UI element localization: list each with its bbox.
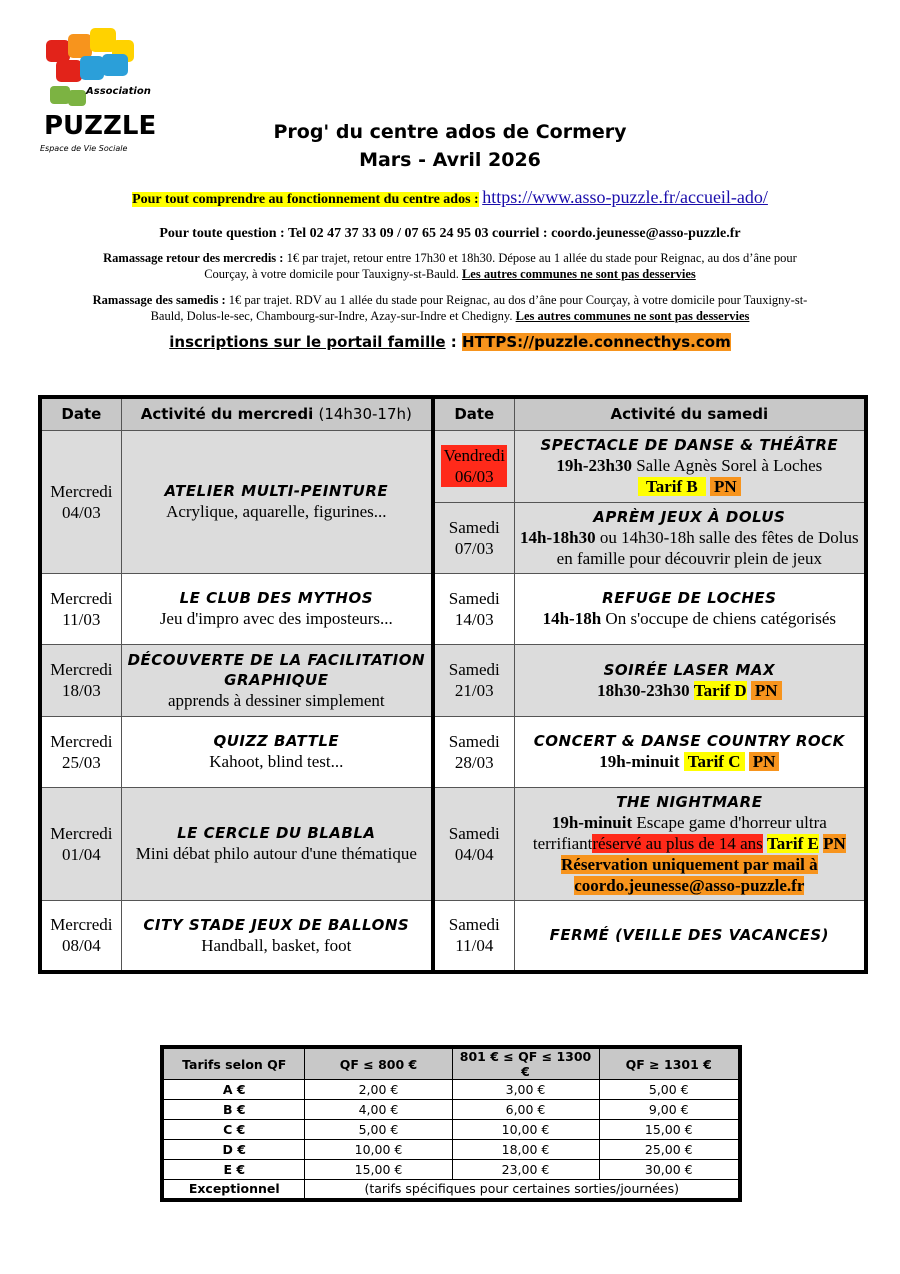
page-subtitle: Mars - Avril 2026 <box>359 149 541 171</box>
tarifs-row <box>162 1180 740 1200</box>
tarif-value: 4,00 € <box>305 1100 452 1120</box>
reservation-note: Réservation uniquement par mail à coordo.jeunesse@asso-puzzle.fr <box>561 854 818 895</box>
activity-desc: ou 14h30-18h salle des fêtes de Dolus en famille pour découvrir plein de jeux <box>556 527 859 568</box>
wed-date: Mercredi 01/04 <box>40 787 121 900</box>
header-mercredi: Activité du mercredi (14h30-17h) <box>121 397 433 430</box>
wed-activity <box>121 644 433 716</box>
pn-badge: PN <box>751 681 782 700</box>
sat-activity <box>514 716 866 787</box>
activity-desc: Handball, basket, foot <box>201 935 352 955</box>
tarif-value: 10,00 € <box>452 1120 599 1140</box>
sat-date: Samedi 28/03 <box>433 716 514 787</box>
activity-desc: Jeu d'impro avec des imposteurs... <box>159 609 393 628</box>
tarif-label: Exceptionnel <box>162 1180 305 1200</box>
wed-date: Mercredi 08/04 <box>40 900 121 972</box>
tarifs-header: QF ≥ 1301 € <box>599 1047 740 1080</box>
wed-date: Mercredi 25/03 <box>40 716 121 787</box>
sat-activity <box>514 644 866 716</box>
mercredi-note: Les autres communes ne sont pas desservies <box>461 267 696 281</box>
activity-time: 19h-23h30 <box>556 456 632 475</box>
activity-title: LE CLUB DES MYTHOS <box>179 589 374 607</box>
samedi-note: Les autres communes ne sont pas desservies <box>515 309 750 323</box>
sat-date <box>433 430 514 502</box>
tarif-value: 6,00 € <box>452 1100 599 1120</box>
tarifs-header: Tarifs selon QF <box>162 1047 305 1080</box>
tarif-exceptionnel-text: (tarifs spécifiques pour certaines sorties/journées) <box>305 1180 740 1200</box>
sat-date: Samedi 07/03 <box>433 502 514 573</box>
sat-date: Samedi 04/04 <box>433 787 514 900</box>
activity-title: CONCERT & DANSE COUNTRY ROCK <box>533 732 845 750</box>
tarif-value: 15,00 € <box>599 1120 740 1140</box>
logo-association-text: Association <box>86 86 151 97</box>
tarif-badge: Tarif C <box>684 752 745 771</box>
age-warning: réservé au plus de 14 ans <box>592 833 763 853</box>
activity-desc: Salle Agnès Sorel à Loches <box>636 456 823 475</box>
tarif-badge: Tarif B <box>638 477 706 496</box>
tarifs-header: QF ≤ 800 € <box>305 1047 452 1080</box>
tarif-label: D € <box>162 1140 305 1160</box>
tarifs-row <box>162 1140 740 1160</box>
tarif-value: 10,00 € <box>305 1140 452 1160</box>
wed-activity <box>121 430 433 573</box>
table-row <box>40 430 866 502</box>
wed-date: Mercredi 18/03 <box>40 644 121 716</box>
info-inscriptions <box>0 333 900 351</box>
tarif-badge: Tarif E <box>767 833 819 853</box>
wed-activity <box>121 716 433 787</box>
tarif-value: 25,00 € <box>599 1140 740 1160</box>
activity-desc: Mini débat philo autour d'une thématique <box>135 844 417 863</box>
tarif-value: 30,00 € <box>599 1160 740 1180</box>
info-ramassage-mercredi <box>0 250 900 282</box>
activity-title: REFUGE DE LOCHES <box>602 589 777 607</box>
sat-date: Samedi 21/03 <box>433 644 514 716</box>
tarifs-row <box>162 1100 740 1120</box>
page-title: Prog' du centre ados de Cormery <box>273 121 627 143</box>
header-samedi: Activité du samedi <box>514 397 866 430</box>
activity-title: THE NIGHTMARE <box>616 792 763 811</box>
activity-title: SOIRÉE LASER MAX <box>603 660 776 679</box>
wed-activity <box>121 573 433 644</box>
activity-title: SPECTACLE DE DANSE & THÉÂTRE <box>540 436 839 454</box>
inscriptions-separator: : <box>450 333 457 351</box>
sat-activity <box>514 502 866 573</box>
activity-time: 14h-18h <box>542 609 602 628</box>
header-date-wed: Date <box>40 397 121 430</box>
tarif-label: A € <box>162 1080 305 1100</box>
sat-activity <box>514 573 866 644</box>
tarif-badge: Tarif D <box>693 680 747 700</box>
activity-desc: Escape game d'horreur ultra terrifiant <box>532 812 827 853</box>
tarif-label: E € <box>162 1160 305 1180</box>
wed-date: Mercredi 04/03 <box>40 430 121 573</box>
table-row <box>40 900 866 972</box>
tarif-label: C € <box>162 1120 305 1140</box>
info-ramassage-samedi <box>0 292 900 324</box>
header-date-sat: Date <box>433 397 514 430</box>
tarif-value: 3,00 € <box>452 1080 599 1100</box>
sat-date: Samedi 11/04 <box>433 900 514 972</box>
activity-time: 14h-18h30 <box>520 527 596 547</box>
pn-badge: PN <box>823 833 846 853</box>
fonctionnement-link[interactable]: https://www.asso-puzzle.fr/accueil-ado/ <box>482 187 768 207</box>
wed-date: Mercredi 11/03 <box>40 573 121 644</box>
inscriptions-link[interactable]: HTTPS://puzzle.connecthys.com <box>462 333 731 351</box>
sat-date: Samedi 14/03 <box>433 573 514 644</box>
tarif-value: 15,00 € <box>305 1160 452 1180</box>
info-contact: Pour toute question : Tel 02 47 37 33 09 / 07 65 24 95 03 courriel : coordo.jeunesse@asso-puzzle.fr <box>159 226 741 241</box>
vendredi-date: Vendredi 06/03 <box>441 445 507 487</box>
sat-activity <box>514 900 866 972</box>
tarif-value: 23,00 € <box>452 1160 599 1180</box>
activity-title: DÉCOUVERTE DE LA FACILITATION GRAPHIQUE <box>127 650 426 689</box>
tarif-value: 2,00 € <box>305 1080 452 1100</box>
activity-desc: Acrylique, aquarelle, figurines... <box>166 502 387 521</box>
tarifs-table <box>160 1045 742 1202</box>
activity-time: 19h-minuit <box>551 812 633 832</box>
info-fonctionnement <box>0 187 900 208</box>
tarifs-row <box>162 1120 740 1140</box>
tarifs-row <box>162 1080 740 1100</box>
tarif-value: 9,00 € <box>599 1100 740 1120</box>
activity-title: FERMÉ (VEILLE DES VACANCES) <box>549 926 829 945</box>
fonctionnement-label: Pour tout comprendre au fonctionnement du centre ados : <box>132 192 479 207</box>
activity-desc: apprends à dessiner simplement <box>167 690 385 710</box>
tarif-value: 5,00 € <box>599 1080 740 1100</box>
activity-title: CITY STADE JEUX DE BALLONS <box>143 915 410 934</box>
activity-desc: On s'occupe de chiens catégorisés <box>605 609 837 628</box>
table-row <box>40 787 866 900</box>
schedule-header-row <box>40 397 866 430</box>
activity-desc: Kahoot, blind test... <box>209 752 344 771</box>
tarif-value: 5,00 € <box>305 1120 452 1140</box>
activity-time: 19h-minuit <box>599 752 680 771</box>
logo-name-text: PUZZLE <box>44 111 157 141</box>
activity-title: QUIZZ BATTLE <box>213 732 340 750</box>
sat-activity <box>514 430 866 502</box>
activity-title: ATELIER MULTI-PEINTURE <box>164 482 389 500</box>
tarifs-row <box>162 1160 740 1180</box>
tarifs-header-row <box>162 1047 740 1080</box>
table-row <box>40 573 866 644</box>
pn-badge: PN <box>749 752 780 771</box>
mercredi-label: Ramassage retour des mercredis : <box>103 251 284 265</box>
logo-caption: Espace de Vie Sociale <box>40 144 128 153</box>
pn-badge: PN <box>710 477 741 496</box>
activity-title: APRÈM JEUX À DOLUS <box>593 507 786 526</box>
tarifs-header: 801 € ≤ QF ≤ 1300 € <box>452 1047 599 1080</box>
mercredi-text: 1€ par trajet, retour entre 17h30 et 18h30. Dépose au 1 allée du stade pour Reignac, au dos d’âne pour Courçay, à votre domicile pour Tauxigny-st-Bauld. <box>204 251 797 281</box>
table-row <box>40 716 866 787</box>
wed-activity <box>121 900 433 972</box>
activity-time: 18h30-23h30 <box>597 680 690 700</box>
inscriptions-label: inscriptions sur le portail famille <box>169 333 446 351</box>
schedule-table <box>38 395 868 974</box>
wed-activity <box>121 787 433 900</box>
tarif-value: 18,00 € <box>452 1140 599 1160</box>
tarif-label: B € <box>162 1100 305 1120</box>
sat-activity <box>514 787 866 900</box>
table-row <box>40 644 866 716</box>
activity-title: LE CERCLE DU BLABLA <box>177 824 376 842</box>
samedi-text: 1€ par trajet. RDV au 1 allée du stade pour Reignac, au dos d’âne pour Courçay, à votre domicile pour Tauxigny-st-Bauld, Dolus-le-sec, Chambourg-sur-Indre, Azay-sur-Indre et Chedigny. <box>150 293 808 323</box>
samedi-label: Ramassage des samedis : <box>92 293 226 307</box>
